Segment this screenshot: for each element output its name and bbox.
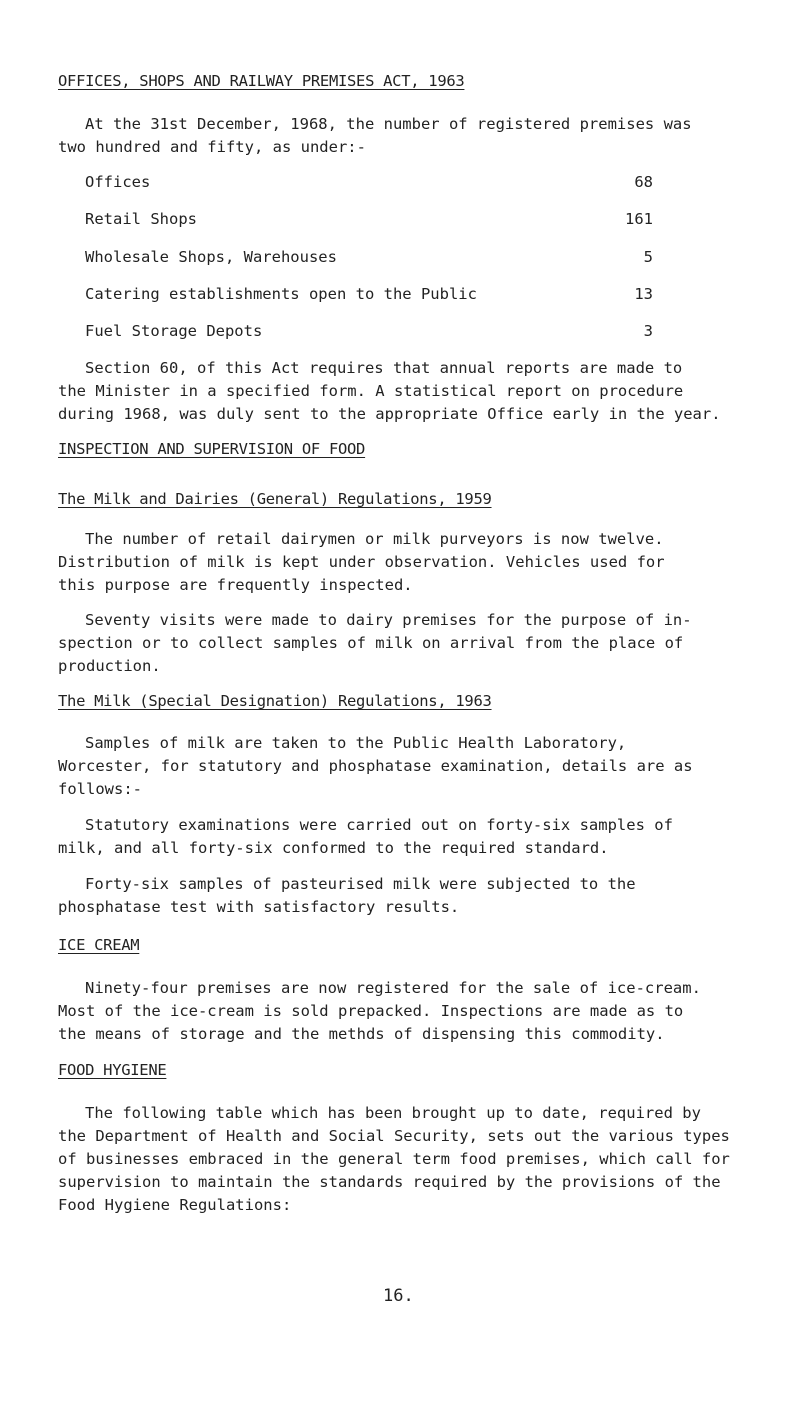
text-line: spection or to collect samples of milk on arrival from the place of — [58, 634, 684, 652]
text-line: supervision to maintain the standards required by the provisions of the — [58, 1173, 721, 1191]
milk-special-paragraph-2 — [58, 814, 758, 860]
text-line: Distribution of milk is kept under observation. Vehicles used for — [58, 553, 665, 571]
milk-general-paragraph-2 — [58, 609, 758, 678]
text-line: Most of the ice-cream is sold prepacked. Inspections are made as to — [58, 1002, 684, 1020]
text-line: Ninety-four premises are now registered for the sale of ice-cream. — [85, 979, 701, 997]
section-heading-offices-act: OFFICES, SHOPS AND RAILWAY PREMISES ACT, 1963 — [58, 72, 465, 90]
text-line: At the 31st December, 1968, the number of registered premises was — [85, 115, 692, 133]
section-heading-ice-cream: ICE CREAM — [58, 936, 140, 954]
text-line: Section 60, of this Act requires that annual reports are made to — [85, 359, 683, 377]
subheading-milk-special: The Milk (Special Designation) Regulations, 1963 — [58, 692, 492, 710]
text-line: Samples of milk are taken to the Public Health Laboratory, — [85, 734, 627, 752]
text-line: production. — [58, 657, 161, 675]
milk-special-paragraph-1 — [58, 732, 758, 801]
text-line: Forty-six samples of pasteurised milk were subjected to the — [85, 875, 636, 893]
text-line: two hundred and fifty, as under:- — [58, 138, 366, 156]
premises-label-catering: Catering establishments open to the Public — [85, 285, 477, 303]
intro-paragraph — [58, 113, 758, 159]
text-line: the means of storage and the methds of dispensing this commodity. — [58, 1025, 665, 1043]
report-paragraph — [58, 357, 758, 426]
milk-general-paragraph-1 — [58, 528, 758, 597]
milk-special-paragraph-3 — [58, 873, 758, 919]
section-heading-food-hygiene: FOOD HYGIENE — [58, 1061, 167, 1079]
premises-label-wholesale: Wholesale Shops, Warehouses — [85, 248, 337, 266]
text-line: Food Hygiene Regulations: — [58, 1196, 292, 1214]
premises-value-wholesale: 5 — [643, 248, 653, 266]
premises-value-fuel: 3 — [643, 322, 653, 340]
text-line: the Department of Health and Social Security, sets out the various types — [58, 1127, 730, 1145]
section-heading-inspection: INSPECTION AND SUPERVISION OF FOOD — [58, 440, 366, 458]
ice-cream-paragraph — [58, 977, 758, 1046]
page-number: 16. — [383, 1286, 414, 1306]
text-line: The following table which has been brought up to date, required by — [85, 1104, 701, 1122]
text-line: of businesses embraced in the general term food premises, which call for — [58, 1150, 730, 1168]
text-line: Seventy visits were made to dairy premises for the purpose of in- — [85, 611, 692, 629]
premises-label-fuel: Fuel Storage Depots — [85, 322, 263, 340]
food-hygiene-paragraph — [58, 1102, 793, 1217]
text-line: Worcester, for statutory and phosphatase examination, details are as — [58, 757, 693, 775]
text-line: during 1968, was duly sent to the appropriate Office early in the year. — [58, 405, 721, 423]
subheading-milk-general: The Milk and Dairies (General) Regulations, 1959 — [58, 490, 492, 508]
text-line: this purpose are frequently inspected. — [58, 576, 413, 594]
premises-label-offices: Offices — [85, 173, 151, 191]
text-line: milk, and all forty-six conformed to the required standard. — [58, 839, 609, 857]
premises-value-retail: 161 — [625, 210, 653, 228]
text-line: follows:- — [58, 780, 142, 798]
premises-label-retail: Retail Shops — [85, 210, 197, 228]
text-line: The number of retail dairymen or milk purveyors is now twelve. — [85, 530, 664, 548]
text-line: the Minister in a specified form. A statistical report on procedure — [58, 382, 684, 400]
premises-value-catering: 13 — [634, 285, 653, 303]
text-line: phosphatase test with satisfactory results. — [58, 898, 460, 916]
text-line: Statutory examinations were carried out on forty-six samples of — [85, 816, 673, 834]
premises-value-offices: 68 — [634, 173, 653, 191]
